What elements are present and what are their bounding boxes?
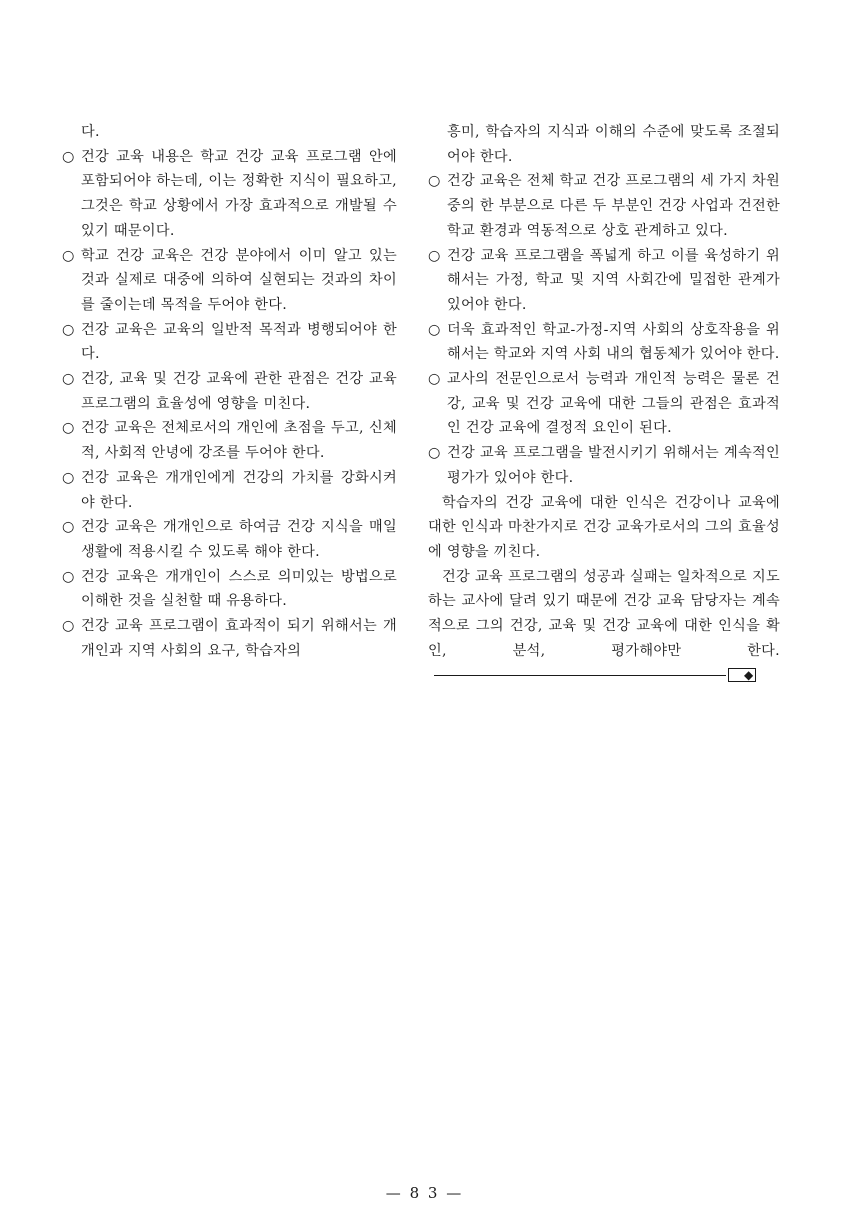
continuation-text: 흥미, 학습자의 지식과 이해의 수준에 맞도록 조절되어야 한다. bbox=[447, 124, 780, 165]
circle-bullet-icon: ○ bbox=[62, 148, 75, 165]
bullet-text: 건강 교육은 전체로서의 개인에 초점을 두고, 신체적, 사회적 안녕에 강조를 두어야 한다. bbox=[81, 420, 397, 462]
circle-bullet-icon: ○ bbox=[62, 321, 75, 338]
circle-bullet-icon: ○ bbox=[62, 519, 75, 536]
diamond-end-icon: ◆ bbox=[728, 668, 756, 682]
circle-bullet-icon: ○ bbox=[428, 371, 441, 388]
bullet-text: 건강 교육 프로그램을 폭넓게 하고 이를 육성하기 위해서는 가정, 학교 및 지역 사회간에 밀접한 관계가 있어야 한다. bbox=[447, 247, 780, 313]
bullet-item bbox=[62, 466, 397, 515]
page-number: — 8 3 — bbox=[385, 1184, 464, 1202]
circle-bullet-icon: ○ bbox=[62, 618, 75, 635]
bullet-item bbox=[62, 416, 397, 465]
left-column bbox=[62, 120, 397, 663]
circle-bullet-icon: ○ bbox=[62, 371, 75, 388]
bullet-item bbox=[62, 515, 397, 564]
circle-bullet-icon: ○ bbox=[62, 568, 75, 585]
bullet-text: 건강 교육은 개개인에게 건강의 가치를 강화시켜야 한다. bbox=[81, 469, 397, 511]
bullet-text: 학교 건강 교육은 건강 분야에서 이미 알고 있는 것과 실제로 대중에 의하여 실현되는 것과의 차이를 줄이는데 목적을 두어야 한다. bbox=[81, 247, 397, 313]
circle-bullet-icon: ○ bbox=[428, 321, 441, 338]
bullet-item bbox=[62, 244, 397, 318]
bullet-item bbox=[62, 565, 397, 614]
circle-bullet-icon: ○ bbox=[428, 173, 441, 190]
bullet-item bbox=[62, 614, 397, 663]
bullet-item bbox=[62, 145, 397, 244]
bullet-item bbox=[428, 244, 780, 318]
right-column bbox=[428, 120, 780, 688]
bullet-text: 건강 교육은 개개인으로 하여금 건강 지식을 매일 생활에 적용시킬 수 있도록 해야 한다. bbox=[81, 519, 397, 560]
circle-bullet-icon: ○ bbox=[62, 420, 75, 437]
circle-bullet-icon: ○ bbox=[62, 247, 75, 264]
circle-bullet-icon: ○ bbox=[428, 247, 441, 264]
circle-bullet-icon: ○ bbox=[62, 469, 75, 486]
bullet-item bbox=[62, 318, 397, 367]
bullet-text: 교사의 전문인으로서 능력과 개인적 능력은 물론 건강, 교육 및 건강 교육에 대한 그들의 관점은 효과적인 건강 교육에 결정적 요인이 된다. bbox=[447, 371, 780, 437]
circle-bullet-icon: ○ bbox=[428, 445, 441, 462]
bullet-text: 건강, 교육 및 건강 교육에 관한 관점은 건강 교육 프로그램의 효율성에 영향을 미친다. bbox=[81, 371, 397, 412]
bullet-item bbox=[428, 367, 780, 441]
bullet-item bbox=[62, 367, 397, 416]
end-rule bbox=[434, 675, 726, 676]
bullet-item bbox=[428, 169, 780, 243]
bullet-text: 건강 교육은 교육의 일반적 목적과 병행되어야 한다. bbox=[81, 321, 397, 363]
bullet-text: 건강 교육은 전체 학교 건강 프로그램의 세 가지 차원 중의 한 부분으로 다른 두 부분인 건강 사업과 건전한 학교 환경과 역동적으로 상호 관계하고 있다. bbox=[447, 173, 780, 239]
body-paragraph bbox=[428, 565, 780, 689]
body-paragraph-text: 건강 교육 프로그램의 성공과 실패는 일차적으로 지도하는 교사에 달려 있기 때문에 건강 교육 담당자는 계속적으로 그의 건강, 교육 및 건강 교육에 대한 인식을 확인, 분석, 평가해야만 한다. bbox=[428, 568, 780, 659]
body-paragraph: 학습자의 건강 교육에 대한 인식은 건강이나 교육에 대한 인식과 마찬가지로 건강 교육가로서의 그의 효율성에 영향을 끼친다. bbox=[428, 494, 780, 560]
bullet-item bbox=[428, 318, 780, 367]
bullet-text: 건강 교육 내용은 학교 건강 교육 프로그램 안에 포함되어야 하는데, 이는 정확한 지식이 필요하고, 그것은 학교 상황에서 가장 효과적으로 개발될 수 있기 때문이다. bbox=[81, 148, 397, 239]
bullet-text: 건강 교육 프로그램이 효과적이 되기 위해서는 개개인과 지역 사회의 요구, 학습자의 bbox=[81, 618, 397, 659]
bullet-item bbox=[428, 441, 780, 490]
continuation-text: 다. bbox=[81, 124, 100, 140]
bullet-text: 더욱 효과적인 학교-가정-지역 사회의 상호작용을 위해서는 학교와 지역 사회 내의 협동체가 있어야 한다. bbox=[447, 321, 780, 363]
bullet-text: 건강 교육 프로그램을 발전시키기 위해서는 계속적인 평가가 있어야 한다. bbox=[447, 445, 780, 486]
bullet-text: 건강 교육은 개개인이 스스로 의미있는 방법으로 이해한 것을 실천할 때 유용하다. bbox=[81, 568, 397, 610]
